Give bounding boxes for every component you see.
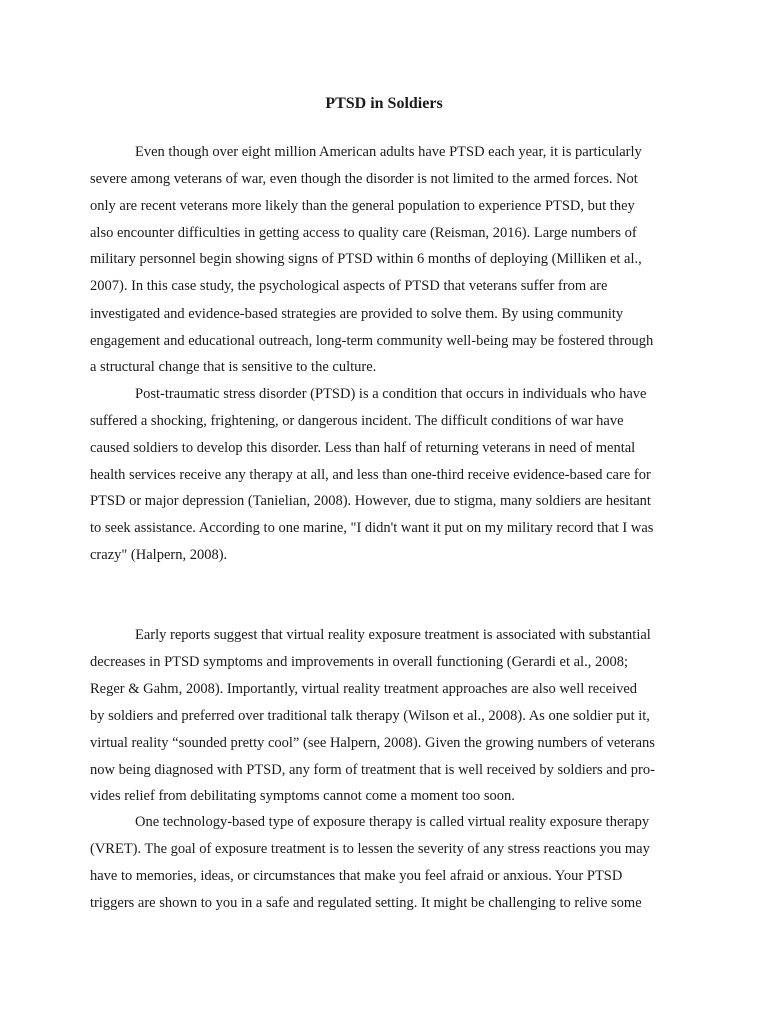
paragraph-line: Early reports suggest that virtual reality exposure treatment is associated with substantial bbox=[135, 627, 651, 643]
paragraph-line: (VRET). The goal of exposure treatment is to lessen the severity of any stress reactions you may bbox=[90, 841, 650, 857]
paragraph-line: Reger & Gahm, 2008). Importantly, virtual reality treatment approaches are also well received bbox=[90, 681, 638, 697]
paragraph-line: virtual reality “sounded pretty cool” (see Halpern, 2008). Given the growing numbers of veterans bbox=[90, 735, 655, 751]
paragraph-line: only are recent veterans more likely than the general population to experience PTSD, but they bbox=[90, 198, 635, 214]
paragraph-line: caused soldiers to develop this disorder. Less than half of returning veterans in need of mental bbox=[90, 440, 636, 456]
page-title: PTSD in Soldiers bbox=[325, 95, 443, 112]
paragraph-line: severe among veterans of war, even though the disorder is not limited to the armed forces. Not bbox=[90, 171, 638, 187]
paragraph-line: Even though over eight million American adults have PTSD each year, it is particularly bbox=[135, 144, 642, 160]
paragraph-line: to seek assistance. According to one marine, "I didn't want it put on my military record that I was bbox=[90, 520, 654, 536]
paragraph-line: now being diagnosed with PTSD, any form of treatment that is well received by soldiers and pro- bbox=[90, 762, 655, 778]
paragraph-line: by soldiers and preferred over traditional talk therapy (Wilson et al., 2008). As one soldier put it, bbox=[90, 708, 650, 724]
paragraph-line: military personnel begin showing signs of PTSD within 6 months of deploying (Milliken et al., bbox=[90, 251, 642, 267]
paragraph-line: triggers are shown to you in a safe and regulated setting. It might be challenging to relive some bbox=[90, 895, 642, 911]
paragraph-line: One technology-based type of exposure therapy is called virtual reality exposure therapy bbox=[135, 814, 650, 830]
paragraph-line: 2007). In this case study, the psychological aspects of PTSD that veterans suffer from are bbox=[90, 278, 608, 294]
paragraph-line: crazy" (Halpern, 2008). bbox=[90, 547, 228, 563]
paragraph-line: Post-traumatic stress disorder (PTSD) is a condition that occurs in individuals who have bbox=[135, 386, 647, 402]
paragraph-line: have to memories, ideas, or circumstances that make you feel afraid or anxious. Your PTSD bbox=[90, 868, 623, 884]
paragraph-line: suffered a shocking, frightening, or dangerous incident. The difficult conditions of war have bbox=[90, 413, 624, 429]
paragraph-line: vides relief from debilitating symptoms cannot come a moment too soon. bbox=[90, 788, 515, 804]
paragraph-line: investigated and evidence-based strategies are provided to solve them. By using community bbox=[90, 306, 624, 322]
paragraph-line: decreases in PTSD symptoms and improvements in overall functioning (Gerardi et al., 2008; bbox=[90, 654, 628, 670]
paragraph-line: health services receive any therapy at all, and less than one-third receive evidence-based care for bbox=[90, 467, 651, 483]
paragraph-line: engagement and educational outreach, long-term community well-being may be fostered through bbox=[90, 333, 654, 349]
paragraph-line: also encounter difficulties in getting access to quality care (Reisman, 2016). Large numbers of bbox=[90, 225, 637, 241]
paragraph-line: a structural change that is sensitive to the culture. bbox=[90, 359, 377, 375]
paragraph-line: PTSD or major depression (Tanielian, 2008). However, due to stigma, many soldiers are hesitant bbox=[90, 493, 651, 509]
